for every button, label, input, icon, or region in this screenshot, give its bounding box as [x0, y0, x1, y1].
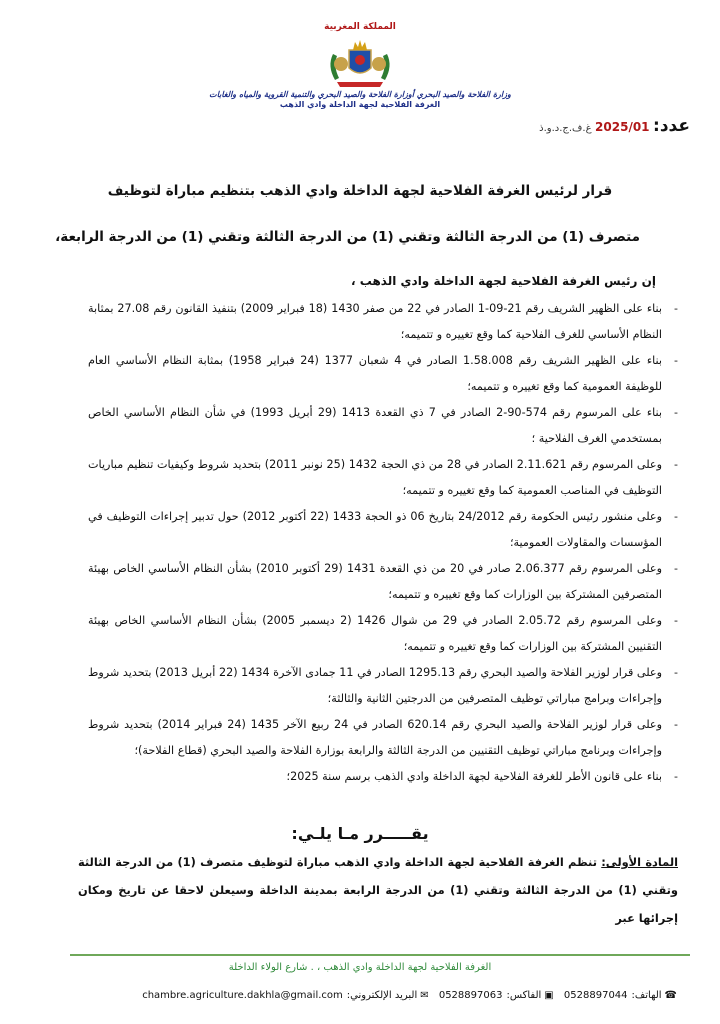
mail-icon: ✉: [420, 990, 429, 1001]
bullet-icon: -: [674, 770, 678, 783]
clause-text: بناء على الظهير الشريف رقم 21-09-1 الصادر في 22 من صفر 1430 (18 فبراير 2009) بتنفيذ القانون رقم 27.08 بمثابة النظام الأساسي للغرف الفلاحية كما وقع تغييره و تتميمه؛: [88, 302, 662, 341]
legal-basis-item: [88, 556, 678, 608]
royal-emblem: [325, 34, 395, 90]
bullet-icon: -: [674, 718, 678, 731]
clause-text: وعلى المرسوم رقم 2.05.72 الصادر في 29 من شوال 1426 (2 ديسمبر 2005) بشأن النظام الأساسي الخاص بهيئة التقنيين المشتركة بين الوزارات كما وقع تغييره و تتميمه؛: [88, 614, 662, 653]
email-address: chambre.agriculture.dakhla@gmail.com: [142, 990, 343, 1001]
bullet-icon: -: [674, 354, 678, 367]
ref-code: غ.ف.ج.د.و.ذ: [539, 123, 592, 134]
clause-text: وعلى قرار لوزير الفلاحة والصيد البحري رقم 620.14 الصادر في 24 ربيع الآخر 1435 (24 فبراير 2014) بتحديد شروط وإجراءات وبرنامج مباراتي توظيف التقنيين من الدرجة الثالثة والرابعة بوزارة الفلاحة والصيد البحري (قطاع الفلاحة)؛: [88, 718, 663, 757]
legal-basis-item: [88, 660, 678, 712]
clause-text: وعلى المرسوم رقم 2.06.377 صادر في 20 من ذي القعدة 1431 (29 أكتوبر 2010) بشأن النظام الأساسي الخاص بهيئة المتصرفين المشتركة بين الوزارات كما وقع تغييره و تتميمه؛: [88, 562, 663, 601]
bullet-icon: -: [674, 614, 678, 627]
decides-heading: يقـــــرر مـا يلـي:: [291, 824, 429, 843]
legal-basis-item: [88, 608, 678, 660]
clause-text: بناء على الظهير الشريف رقم 1.58.008 الصادر في 4 شعبان 1377 (24 فبراير 1958) بمثابة النظام الأساسي العام للوظيفة العمومية كما وقع تغييره و تتميمه؛: [88, 354, 663, 393]
footer-address: الغرفة الفلاحية لجهة الداخلة وادي الذهب ، . شارع الولاء الداخلة: [228, 962, 492, 973]
kingdom-heading: المملكة المغربية: [324, 22, 396, 32]
decree-title-line-2: متصرف (1) من الدرجة الثالثة وتقني (1) من الدرجة الثالثة وتقني (1) من الدرجة الرابعة،: [55, 229, 640, 245]
footer-contact: [138, 990, 680, 1001]
footer-divider: [70, 954, 690, 956]
legal-basis-item: [88, 296, 678, 348]
legal-basis-item: [88, 504, 678, 556]
bullet-icon: -: [674, 510, 678, 523]
clause-text: بناء على المرسوم رقم 574-90-2 الصادر في 7 ذي القعدة 1413 (29 أبريل 1993) في شأن النظام الأساسي الخاص بمستخدمي الغرف الفلاحية ؛: [88, 406, 663, 445]
article-one: [78, 848, 678, 932]
legal-basis-item: [88, 348, 678, 400]
article-one-text: تنظم الغرفة الفلاحية لجهة الداخلة وادي الذهب مباراة لتوظيف متصرف (1) من الدرجة الثالثة وتقني (1) من الدرجة الثالثة وتقني (1) من الدرجة الرابعة بمدينة الداخلة وسيعلن لاحقا عن تاريخ ومكان إجرائها عبر: [78, 855, 679, 925]
clause-text: وعلى قرار لوزير الفلاحة والصيد البحري رقم 1295.13 الصادر في 11 جمادى الآخرة 1434 (22 أبريل 2013) بتحديد شروط وإجراءات وبرامج مباراتي توظيف المتصرفين من الدرجتين الثانية والثالثة؛: [88, 666, 662, 705]
reference-number: [470, 116, 690, 136]
fax-icon: ▣: [544, 990, 554, 1001]
bullet-icon: -: [674, 302, 678, 315]
chamber-name: الغرفة الفلاحية لجهة الداخلة وادي الذهب: [279, 100, 441, 109]
clause-text: بناء على قانون الأطر للغرفة الفلاحية لجهة الداخلة وادي الذهب برسم سنة 2025؛: [286, 770, 662, 783]
ministry-name: وزارة الفلاحة والصيد البحري أوزارة الفلاحة والصيد البحري والتنمية القروية والمياه والغابات: [209, 90, 511, 99]
ref-label: عدد:: [653, 116, 690, 136]
intro-line: إن رئيس الغرفة الفلاحية لجهة الداخلة وادي الذهب ،: [351, 274, 656, 288]
legal-basis-list: [88, 296, 678, 790]
legal-basis-item: [88, 712, 678, 764]
legal-basis-item: [88, 400, 678, 452]
email-label: البريد الإلكتروني:: [346, 990, 418, 1001]
fax-number: 0528897063: [438, 990, 503, 1001]
legal-basis-item: [88, 452, 678, 504]
bullet-icon: -: [674, 406, 678, 419]
phone-label: الهاتف:: [631, 990, 662, 1001]
legal-basis-item: [88, 764, 678, 790]
clause-text: وعلى منشور رئيس الحكومة رقم 24/2012 بتاريخ 06 ذو الحجة 1433 (22 أكتوبر 2012) حول تدبير إجراءات التوظيف في المؤسسات والمقاولات العمومية؛: [88, 510, 663, 549]
ref-number: 2025/01: [595, 120, 650, 134]
phone-number: 0528897044: [563, 990, 628, 1001]
fax-label: الفاكس:: [506, 990, 542, 1001]
bullet-icon: -: [674, 562, 678, 575]
phone-icon: ☎: [664, 990, 677, 1001]
decree-title-line-1: قرار لرئيس الغرفة الفلاحية لجهة الداخلة وادي الذهب بتنظيم مباراة لتوظيف: [107, 183, 613, 199]
clause-text: وعلى المرسوم رقم 2.11.621 الصادر في 28 من ذي الحجة 1432 (25 نونبر 2011) بتحديد شروط وكيفيات تنظيم مباريات التوظيف في المناصب العمومية كما وقع تغييره و تتميمه؛: [88, 458, 662, 497]
bullet-icon: -: [674, 666, 678, 679]
bullet-icon: -: [674, 458, 678, 471]
article-one-label: المادة الأولى:: [601, 855, 678, 869]
